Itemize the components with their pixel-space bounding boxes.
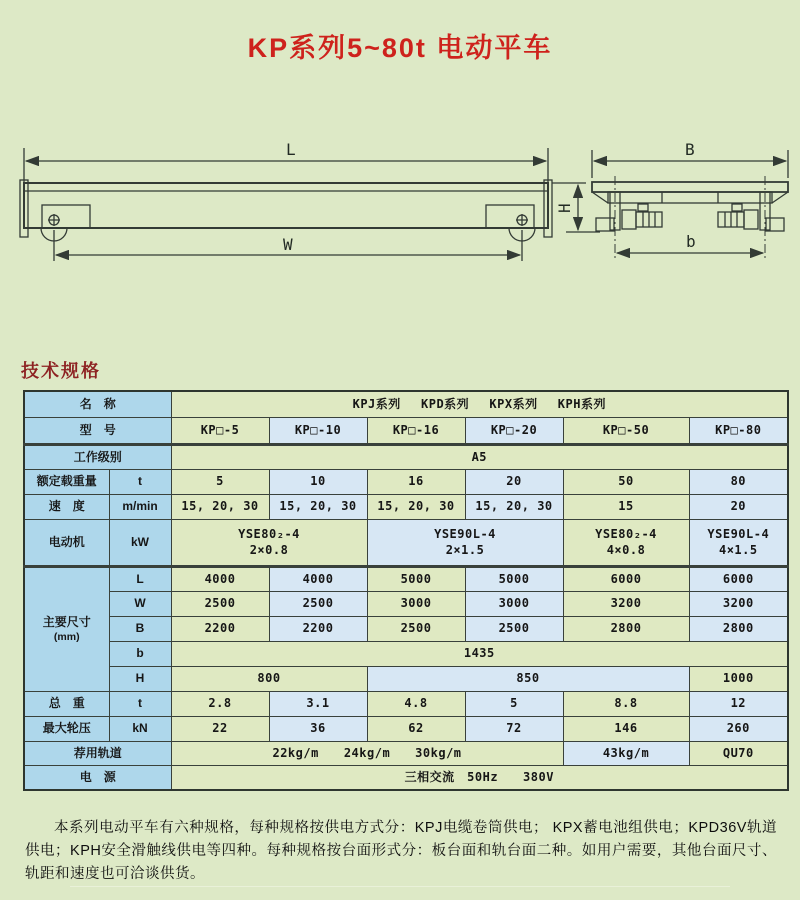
spec-cell: 2500 xyxy=(269,591,367,616)
spec-cell: 3200 xyxy=(689,591,788,616)
spec-cell: 15 xyxy=(563,494,689,519)
spec-cell: 1000 xyxy=(689,666,788,691)
spec-cell: 5000 xyxy=(367,566,465,591)
drive-motor-icon xyxy=(622,204,758,229)
spec-table-row xyxy=(24,765,788,790)
spec-cell: 22kg/m 24kg/m 30kg/m xyxy=(171,741,563,765)
spec-cell: 36 xyxy=(269,716,367,741)
spec-cell: 6000 xyxy=(563,566,689,591)
spec-cell: kN xyxy=(109,716,171,741)
spec-cell: KPJ系列 KPD系列 KPX系列 KPH系列 xyxy=(171,391,788,417)
spec-cell: 6000 xyxy=(689,566,788,591)
spec-cell: 4.8 xyxy=(367,691,465,716)
spec-cell: 20 xyxy=(689,494,788,519)
spec-cell: 260 xyxy=(689,716,788,741)
spec-table-row xyxy=(24,616,788,641)
spec-cell: 20 xyxy=(465,469,563,494)
spec-cell: 工作级别 xyxy=(24,444,171,469)
spec-table-body xyxy=(24,391,788,790)
spec-cell: 850 xyxy=(367,666,689,691)
spec-cell: b xyxy=(109,641,171,666)
spec-cell: H xyxy=(109,666,171,691)
spec-cell: 4000 xyxy=(171,566,269,591)
spec-table-row xyxy=(24,391,788,417)
description-paragraph: 本系列电动平车有六种规格，每种规格按供电方式分：KPJ电缆卷筒供电； KPX蓄电池组供电；KPD36V轨道供电；KPH安全滑触线供电等四种。每种规格按台面形式分：板台面和轨台面二种。如用户需要，其他台面尺寸、轨距和速度也可洽谈供货。 xyxy=(25,820,777,882)
section-heading-specs: 技术规格 xyxy=(21,361,101,381)
spec-cell: 名 称 xyxy=(24,391,171,417)
spec-cell: 2.8 xyxy=(171,691,269,716)
spec-cell: 43kg/m xyxy=(563,741,689,765)
spec-cell: 三相交流 50Hz 380V xyxy=(171,765,788,790)
spec-cell: 电动机 xyxy=(24,519,109,566)
spec-table-row xyxy=(24,494,788,519)
spec-table-row xyxy=(24,444,788,469)
spec-cell: YSE90L-4 4×1.5 xyxy=(689,519,788,566)
spec-cell: 22 xyxy=(171,716,269,741)
spec-table-row xyxy=(24,741,788,765)
spec-table xyxy=(23,390,789,791)
spec-cell: 3000 xyxy=(367,591,465,616)
spec-cell: 电 源 xyxy=(24,765,171,790)
spec-cell: B xyxy=(109,616,171,641)
dim-label-b: b xyxy=(686,232,696,251)
spec-cell: KP□-80 xyxy=(689,417,788,444)
spec-cell: 3000 xyxy=(465,591,563,616)
spec-cell: 额定载重量 xyxy=(24,469,109,494)
spec-cell: L xyxy=(109,566,171,591)
spec-cell: 速 度 xyxy=(24,494,109,519)
spec-table-row xyxy=(24,716,788,741)
spec-cell: 3.1 xyxy=(269,691,367,716)
spec-cell: t xyxy=(109,691,171,716)
bottom-rule xyxy=(70,886,730,887)
spec-cell: 15, 20, 30 xyxy=(367,494,465,519)
spec-cell: YSE80₂-4 4×0.8 xyxy=(563,519,689,566)
spec-cell: 146 xyxy=(563,716,689,741)
spec-table-row xyxy=(24,641,788,666)
spec-cell: 80 xyxy=(689,469,788,494)
spec-cell: KP□-16 xyxy=(367,417,465,444)
spec-cell: 2500 xyxy=(171,591,269,616)
spec-table-row xyxy=(24,566,788,591)
spec-cell: 5000 xyxy=(465,566,563,591)
spec-table-row xyxy=(24,417,788,444)
spec-cell: W xyxy=(109,591,171,616)
spec-cell: 型 号 xyxy=(24,417,171,444)
spec-cell: 15, 20, 30 xyxy=(465,494,563,519)
spec-cell: KP□-50 xyxy=(563,417,689,444)
spec-cell: 2200 xyxy=(171,616,269,641)
spec-cell: 16 xyxy=(367,469,465,494)
spec-cell: kW xyxy=(109,519,171,566)
dim-label-B: B xyxy=(685,140,695,159)
spec-cell: YSE90L-4 2×1.5 xyxy=(367,519,563,566)
spec-cell: QU70 xyxy=(689,741,788,765)
spec-cell: 10 xyxy=(269,469,367,494)
spec-cell: 800 xyxy=(171,666,367,691)
spec-cell: 12 xyxy=(689,691,788,716)
spec-cell: 3200 xyxy=(563,591,689,616)
spec-cell: 2200 xyxy=(269,616,367,641)
spec-cell: m/min xyxy=(109,494,171,519)
spec-cell: 主要尺寸 (mm) xyxy=(24,566,109,691)
spec-cell: KP□-10 xyxy=(269,417,367,444)
spec-cell: 2500 xyxy=(465,616,563,641)
dim-label-L: L xyxy=(286,140,296,159)
spec-cell: A5 xyxy=(171,444,788,469)
spec-cell: 4000 xyxy=(269,566,367,591)
spec-cell: 50 xyxy=(563,469,689,494)
spec-cell: 荐用轨道 xyxy=(24,741,171,765)
page-title: KP系列5~80t 电动平车 xyxy=(247,33,553,63)
spec-cell: 15, 20, 30 xyxy=(171,494,269,519)
spec-cell: 1435 xyxy=(171,641,788,666)
spec-cell: 15, 20, 30 xyxy=(269,494,367,519)
spec-table-row xyxy=(24,666,788,691)
spec-table-row xyxy=(24,519,788,566)
dim-label-H: H xyxy=(555,203,574,213)
spec-cell: 72 xyxy=(465,716,563,741)
spec-cell: 8.8 xyxy=(563,691,689,716)
spec-table-row xyxy=(24,469,788,494)
spec-cell: t xyxy=(109,469,171,494)
spec-cell: YSE80₂-4 2×0.8 xyxy=(171,519,367,566)
wheel-hub-icon xyxy=(48,214,528,226)
dim-label-W: W xyxy=(283,235,293,254)
spec-cell: 2800 xyxy=(689,616,788,641)
spec-cell: 5 xyxy=(465,691,563,716)
spec-cell: 2500 xyxy=(367,616,465,641)
spec-cell: 5 xyxy=(171,469,269,494)
spec-cell: 62 xyxy=(367,716,465,741)
spec-cell: 总 重 xyxy=(24,691,109,716)
spec-cell: KP□-5 xyxy=(171,417,269,444)
spec-cell: 最大轮压 xyxy=(24,716,109,741)
spec-cell: 2800 xyxy=(563,616,689,641)
dimension-drawing xyxy=(0,128,800,293)
spec-cell: KP□-20 xyxy=(465,417,563,444)
spec-table-row xyxy=(24,591,788,616)
spec-table-row xyxy=(24,691,788,716)
